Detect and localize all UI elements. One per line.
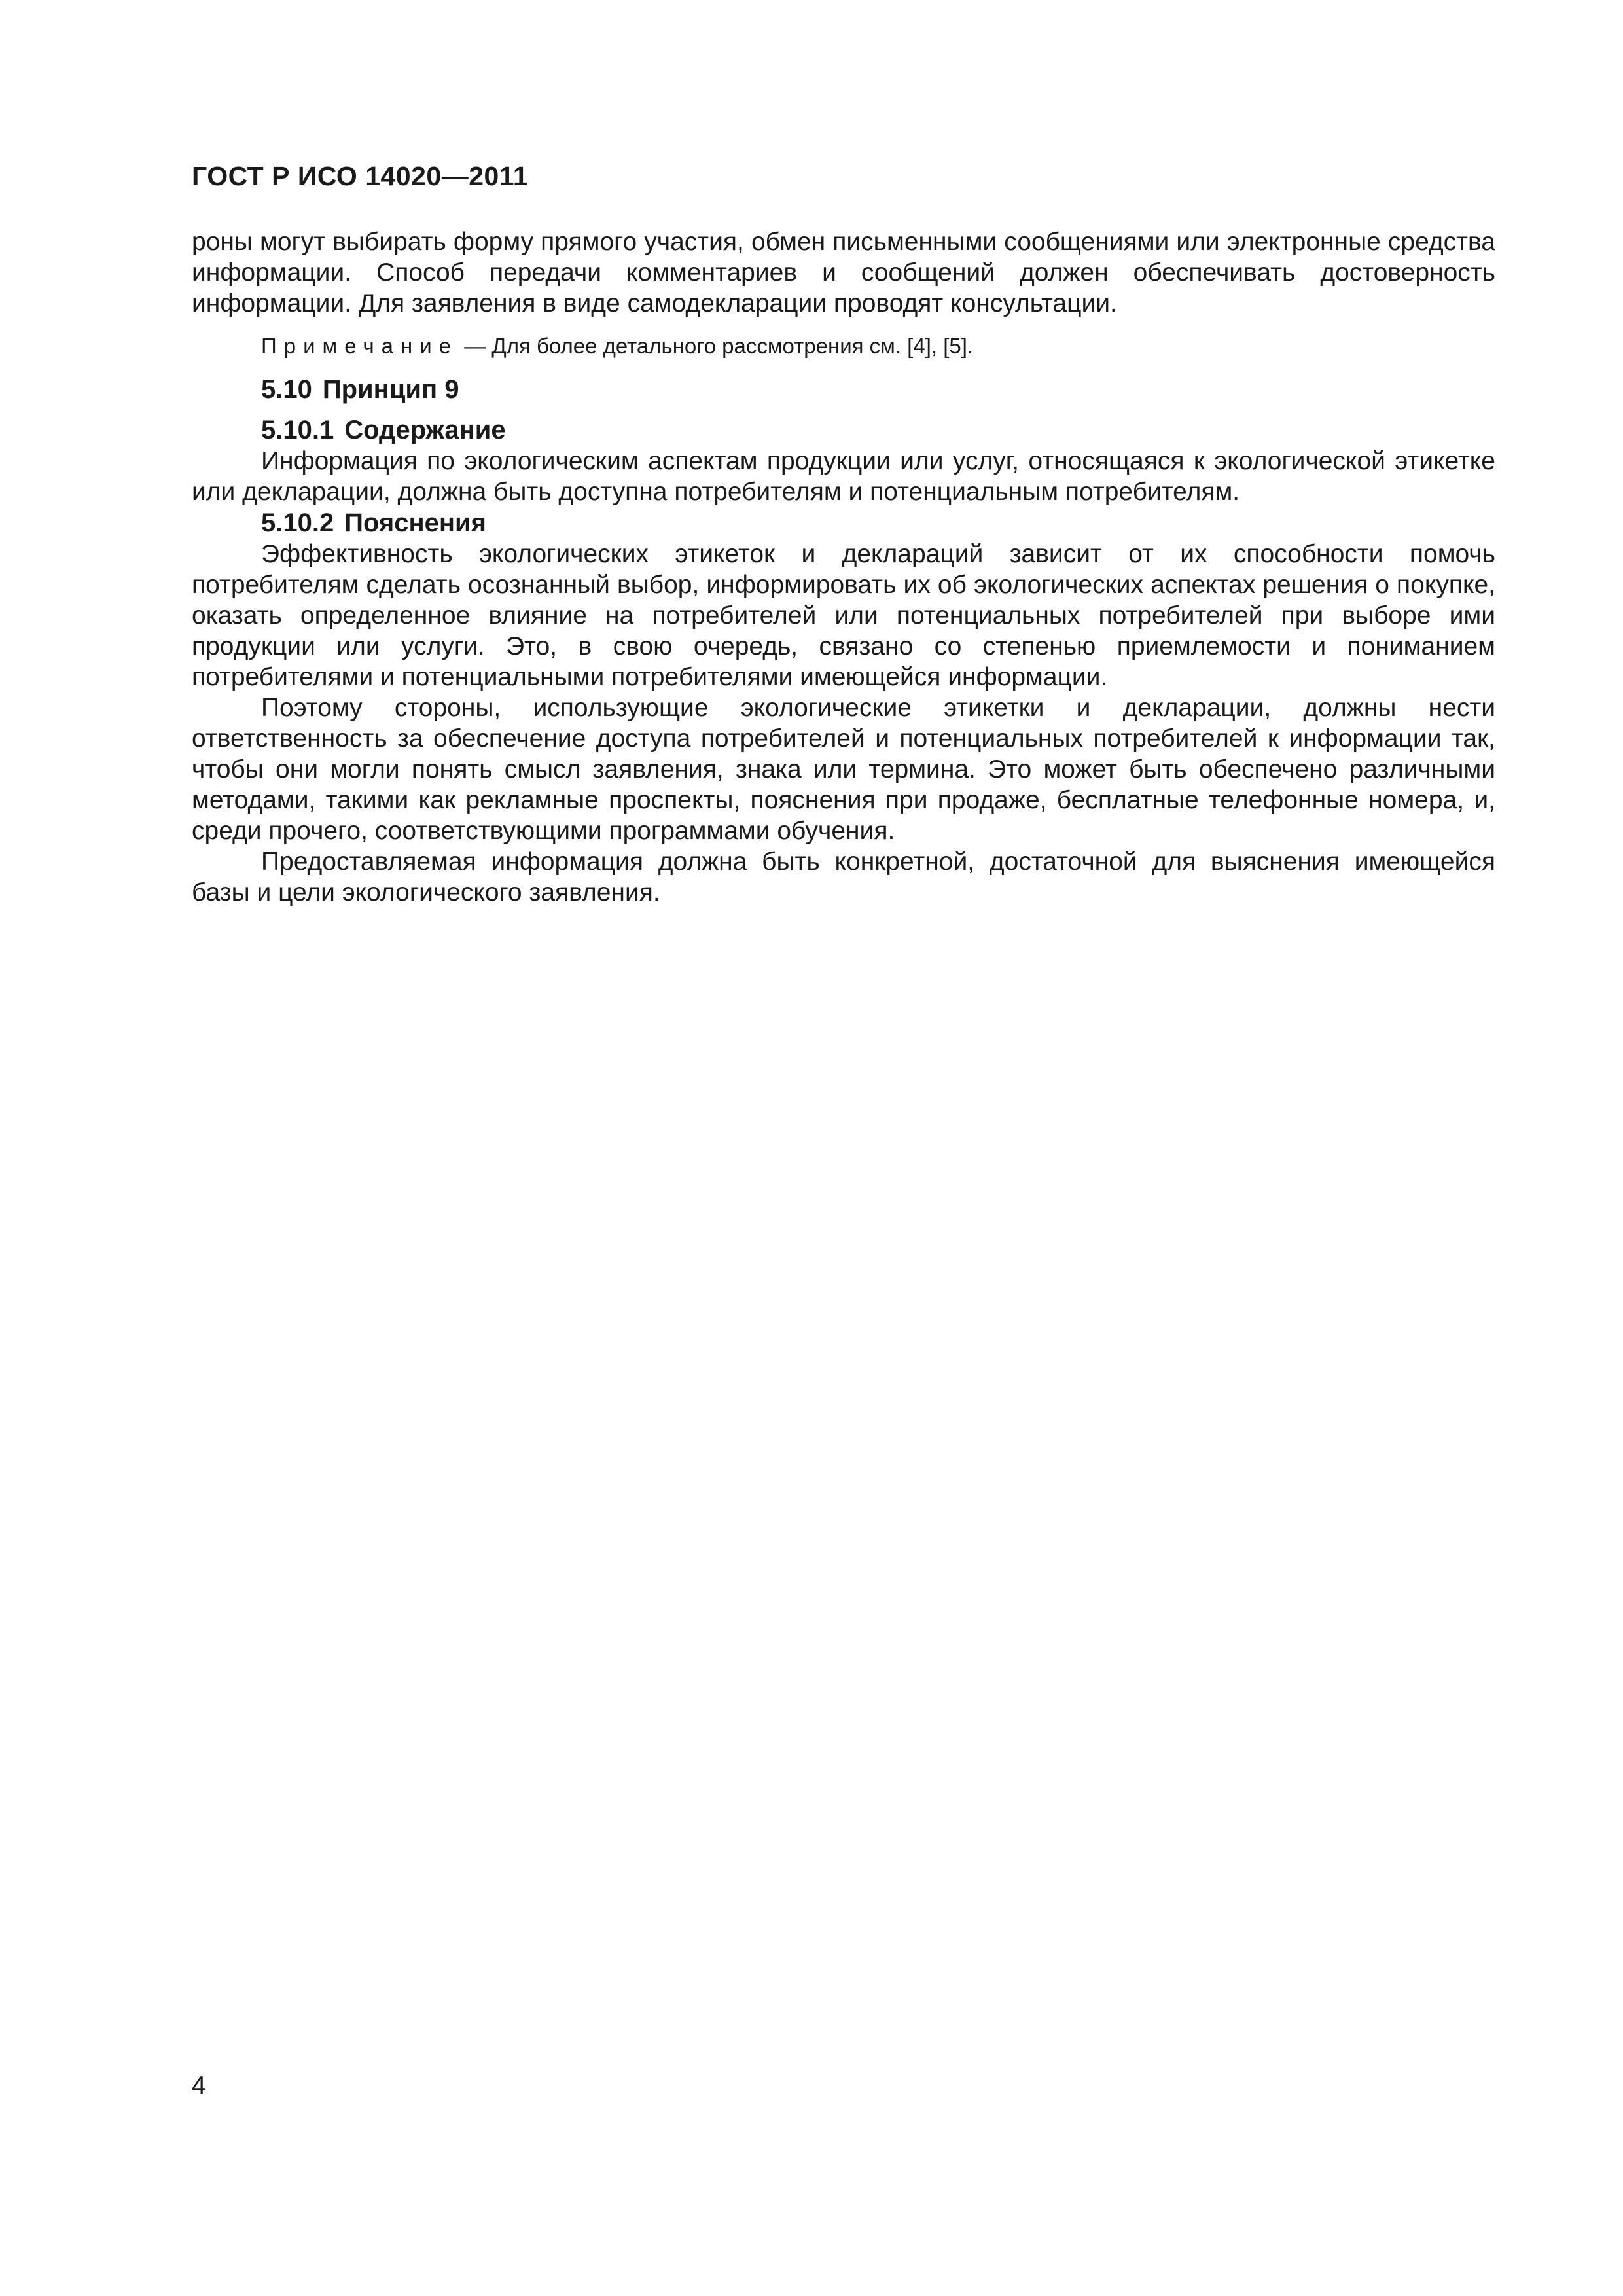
document-body (192, 226, 1495, 908)
paragraph: Эффективность экологических этикеток и деклараций зависит от их способности помочь потребителям сделать осознанный выбор, информировать их об экологических аспектах решения о покупке, оказать определенное влияние на потребителей или потенциальных потребителей при выборе ими продукции или услуги. Это, в свою очередь, связано со степенью приемлемости и пониманием потребителями и потенциальными потребителями имеющейся информации. (192, 540, 1495, 691)
section-number: 5.10.2 (261, 509, 334, 537)
section-number: 5.10.1 (261, 416, 334, 444)
paragraph: Поэтому стороны, использующие экологические этикетки и декларации, должны нести ответственность за обеспечение доступа потребителей и потенциальных потребителей к информации так, чтобы они могли понять смысл заявления, знака или термина. Это может быть обеспечено различными методами, такими как рекламные проспекты, пояснения при продаже, бесплатные телефонные номера, и, среди прочего, соответствующими программами обучения. (192, 694, 1495, 845)
section-title: Пояснения (344, 509, 486, 537)
section-heading-5-10-2 (192, 507, 1495, 539)
note (192, 333, 1495, 359)
note-text: — Для более детального рассмотрения см. [4], [5]. (458, 334, 974, 358)
page-number: 4 (192, 2072, 206, 2100)
section-title: Содержание (344, 416, 506, 444)
paragraph: Предоставляемая информация должна быть конкретной, достаточной для выяснения имеющейся базы и цели экологического заявления. (192, 848, 1495, 906)
section-number: 5.10 (261, 375, 312, 404)
section-heading-5-10 (192, 374, 1495, 405)
continuation-paragraph: роны могут выбирать форму прямого участия, обмен письменными сообщениями или электронные средства информации. Способ передачи комментариев и сообщений должен обеспечивать достоверность информации. Для заявления в виде самодекларации проводят консультации. (192, 228, 1495, 317)
paragraph: Информация по экологическим аспектам продукции или услуг, относящаяся к экологической этикетке или декларации, должна быть доступна потребителям и потенциальным потребителям. (192, 447, 1495, 506)
document-header: ГОСТ Р ИСО 14020—2011 (192, 161, 529, 191)
note-label: Примечание (261, 334, 459, 358)
section-heading-5-10-1 (192, 414, 1495, 446)
section-title: Принцип 9 (322, 375, 459, 404)
